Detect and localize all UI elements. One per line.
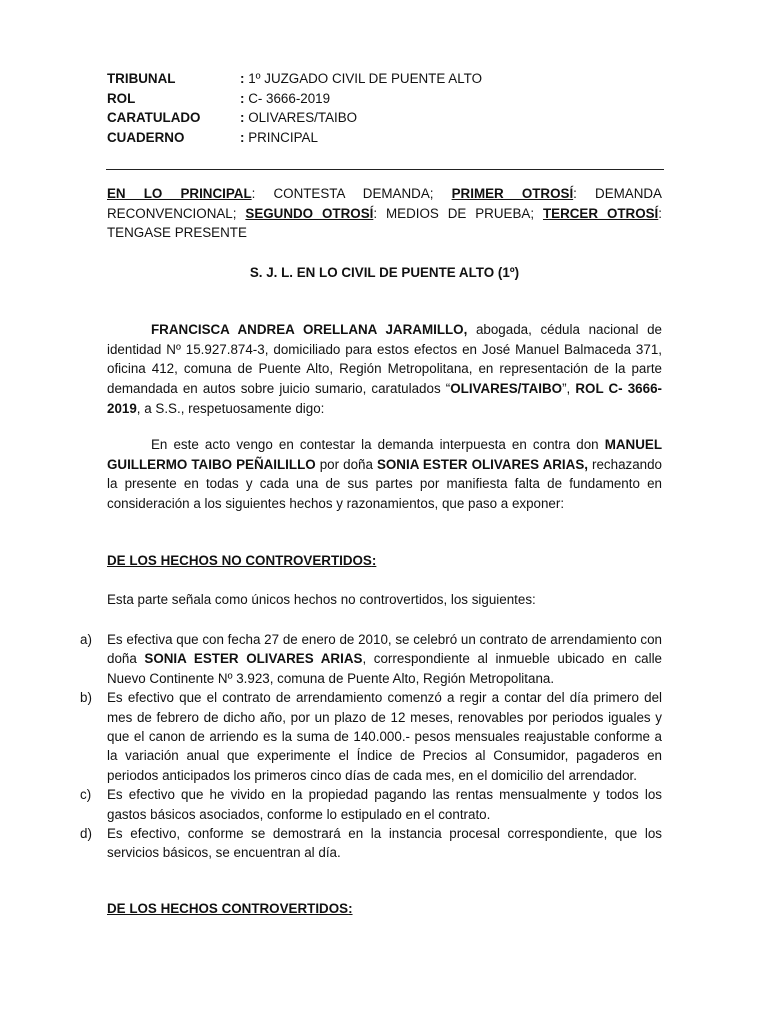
list-item: b) Es efectivo que el contrato de arrendamiento comenzó a regir a contar del día primero del mes de febrero de dicho año, por un plazo de 12 meses, renovables por periodos iguales y que el canon de arriendo es la suma de 140.000.- pesos mensuales reajustable conforme a la variación anual que experimente el Índice de Precios al Consumidor, pagaderos en periodos anticipados los primeros cinco días de cada mes, en el domicilio del arrendador.	[80, 690, 662, 783]
list-item: c) Es efectivo que he vivido en la propiedad pagando las rentas mensualmente y todos los gastos básicos asociados, conforme lo estipulado en el contrato.	[80, 787, 662, 822]
section-heading: DE LOS HECHOS CONTROVERTIDOS:	[107, 901, 353, 916]
list-item: d) Es efectivo, conforme se demostrará en la instancia procesal correspondiente, que los servicios básicos, se encuentran al día.	[80, 826, 662, 861]
section-heading: DE LOS HECHOS NO CONTROVERTIDOS:	[107, 553, 377, 568]
intro-paragraph: FRANCISCA ANDREA ORELLANA JARAMILLO, abogada, cédula nacional de identidad Nº 15.927.874-3, domiciliado para estos efectos en José Manuel Balmaceda 371, oficina 412, comuna de Puente Alto, Región Metropolitana, en representación de la parte demandada en autos sobre juicio sumario, caratulados “OLIVARES/TAIBO”, ROL C- 3666-2019, a S.S., respetuosamente digo:	[107, 322, 662, 416]
header-value: 1º JUZGADO CIVIL DE PUENTE ALTO	[248, 71, 483, 86]
header-label: TRIBUNAL	[107, 71, 176, 86]
facts-list	[80, 630, 662, 863]
header-label: CARATULADO	[107, 110, 201, 125]
answer-paragraph: En este acto vengo en contestar la demanda interpuesta en contra don MANUEL GUILLERMO TAIBO PEÑAILILLO por doña SONIA ESTER OLIVARES ARIAS, rechazando la presente en todas y cada una de sus partes por manifiesta falta de fundamento en consideración a los siguientes hechos y razonamientos, que paso a exponer:	[107, 437, 663, 512]
header-value: PRINCIPAL	[248, 129, 318, 145]
header-divider	[106, 169, 664, 170]
header-row-cuaderno: CUADERNO : PRINCIPAL	[107, 128, 482, 148]
court-heading: S. J. L. EN LO CIVIL DE PUENTE ALTO (1º)	[249, 265, 520, 280]
header-row-rol: ROL : C- 3666-2019	[107, 89, 482, 109]
section-intro: Esta parte señala como únicos hechos no controvertidos, los siguientes:	[107, 592, 536, 607]
sumilla: EN LO PRINCIPAL: CONTESTA DEMANDA; PRIMER OTROSÍ: DEMANDA RECONVENCIONAL; SEGUNDO OTROSÍ: MEDIOS DE PRUEBA; TERCER OTROSÍ: TENGASE PRESENTE	[107, 186, 663, 241]
case-header	[107, 69, 482, 147]
header-value: OLIVARES/TAIBO	[248, 110, 358, 125]
list-item: a) Es efectiva que con fecha 27 de enero de 2010, se celebró un contrato de arrendamiento con doña SONIA ESTER OLIVARES ARIAS, correspondiente al inmueble ubicado en calle Nuevo Continente Nº 3.923, comuna de Puente Alto, Región Metropolitana.	[80, 632, 662, 686]
header-value: C- 3666-2019	[248, 90, 331, 106]
header-row-caratulado: CARATULADO : OLIVARES/TAIBO	[107, 108, 482, 128]
header-row-tribunal: TRIBUNAL : 1º JUZGADO CIVIL DE PUENTE ALTO	[107, 69, 482, 89]
header-label: CUADERNO	[107, 129, 185, 145]
header-label: ROL	[107, 90, 136, 106]
